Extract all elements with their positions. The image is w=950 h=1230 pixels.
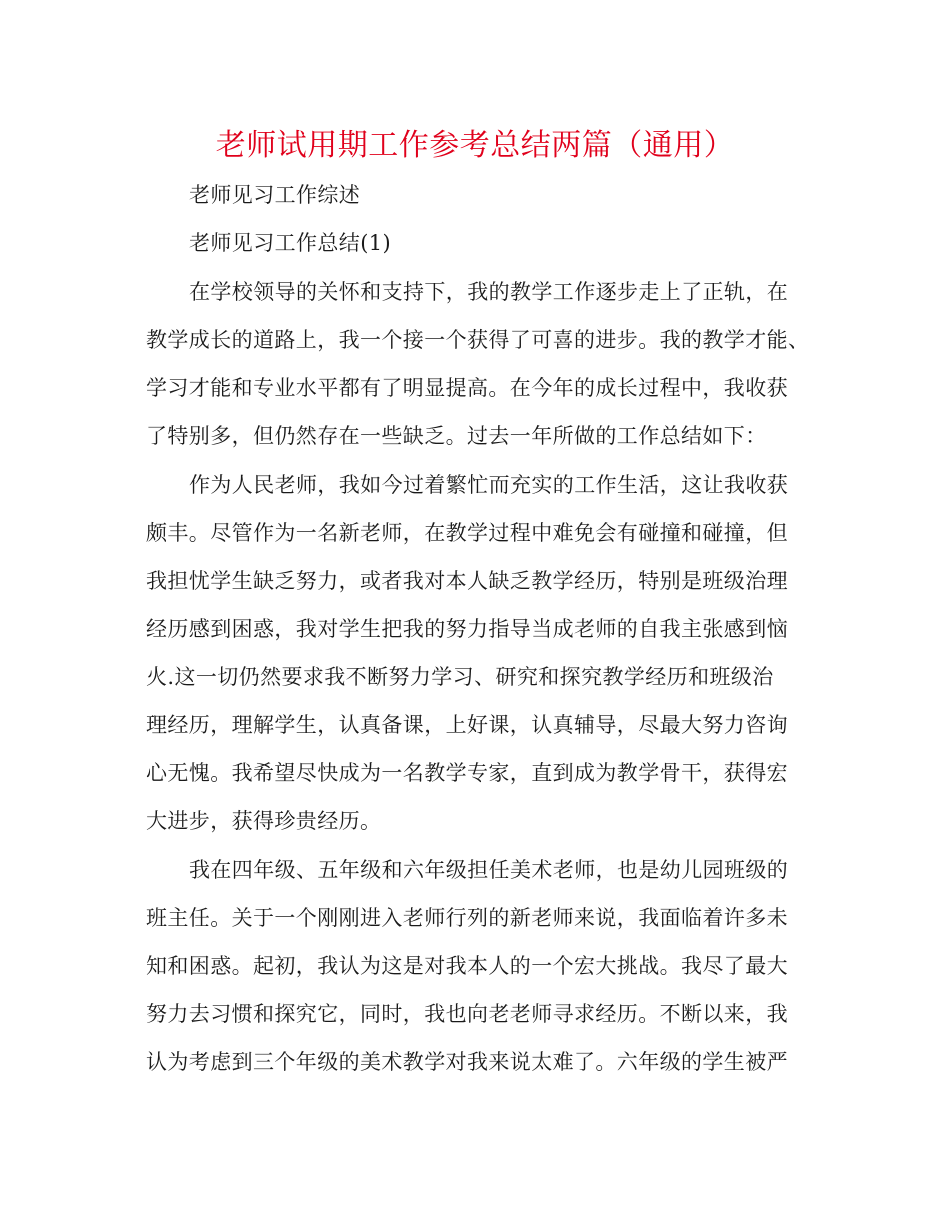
paragraph-line: 火.这一切仍然要求我不断努力学习、研究和探究教学经历和班级治	[146, 665, 774, 689]
paragraph-line: 知和困惑。起初，我认为这是对我本人的一个宏大挑战。我尽了最大	[146, 954, 788, 978]
paragraph-line: 认为考虑到三个年级的美术教学对我来说太难了。六年级的学生被严	[146, 1050, 788, 1074]
paragraph-line: 经历感到困惑，我对学生把我的努力指导当成老师的自我主张感到恼	[146, 617, 788, 641]
document-title: 老师试用期工作参考总结两篇（通用）	[215, 128, 735, 163]
paragraph-line: 了特别多，但仍然存在一些缺乏。过去一年所做的工作总结如下：	[146, 424, 767, 448]
paragraph-line: 我担忧学生缺乏努力，或者我对本人缺乏教学经历，特别是班级治理	[146, 569, 788, 593]
paragraph-line: 学习才能和专业水平都有了明显提高。在今年的成长过程中，我收获	[146, 376, 788, 400]
paragraph-line: 努力去习惯和探究它，同时，我也向老老师寻求经历。不断以来，我	[146, 1002, 788, 1026]
paragraph-line: 作为人民老师，我如今过着繁忙而充实的工作生活，这让我收获	[189, 473, 789, 497]
paragraph-line: 理经历，理解学生，认真备课，上好课，认真辅导，尽最大努力咨询	[146, 713, 788, 737]
paragraph-line: 教学成长的道路上，我一个接一个获得了可喜的进步。我的教学才能、	[146, 328, 810, 352]
paragraph-line: 颇丰。尽管作为一名新老师，在教学过程中难免会有碰撞和碰撞，但	[146, 521, 788, 545]
paragraph-line: 心无愧。我希望尽快成为一名教学专家，直到成为教学骨干，获得宏	[146, 761, 788, 785]
paragraph-line: 班主任。关于一个刚刚进入老师行列的新老师来说，我面临着许多未	[146, 906, 788, 930]
document-subtitle: 老师见习工作综述	[189, 183, 361, 207]
paragraph-line: 在学校领导的关怀和支持下，我的教学工作逐步走上了正轨，在	[189, 280, 789, 304]
section-heading: 老师见习工作总结(1)	[189, 231, 392, 255]
paragraph-line: 我在四年级、五年级和六年级担任美术老师，也是幼儿园班级的	[189, 858, 789, 882]
paragraph-line: 大进步，获得珍贵经历。	[146, 809, 382, 833]
